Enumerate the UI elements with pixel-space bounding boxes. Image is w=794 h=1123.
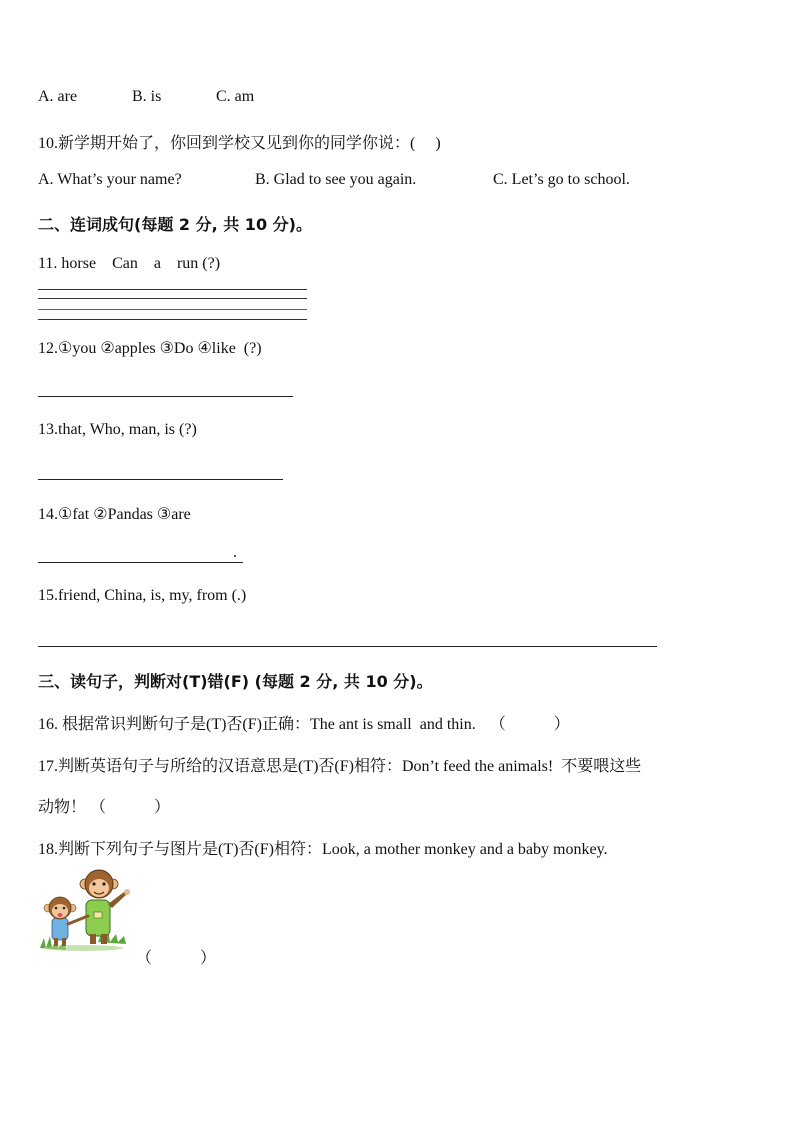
guide-line-base [38, 309, 307, 310]
guide-line-bottom [38, 319, 307, 320]
q9-options [38, 88, 254, 106]
q11-writing-lines[interactable] [38, 289, 307, 321]
q10-option-b[interactable]: B. Glad to see you again. [255, 171, 417, 188]
q17-text: 动物！ [38, 799, 87, 816]
q14-end-punctuation: . [233, 544, 237, 561]
q15-prompt: 15.friend, China, is, my, from (.) [38, 587, 247, 604]
q10-options [38, 171, 630, 189]
q13-prompt: 13.that, Who, man, is (?) [38, 421, 197, 438]
q9-option-b[interactable]: B. is [132, 88, 162, 105]
q18-prompt: 18.判断下列句子与图片是(T)否(F)相符：Look, a mother monkey and a baby monkey. [38, 841, 608, 858]
q10-stem: 10.新学期开始了，你回到学校又见到你的同学你说：( ) [38, 135, 441, 152]
q16-text: 16. 根据常识判断句子是(T)否(F)正确：The ant is small and thin. [38, 716, 476, 733]
q17-prompt-line-1: 17.判断英语句子与所给的汉语意思是(T)否(F)相符：Don’t feed the animals! 不要喂这些 [38, 758, 642, 775]
q16-answer-blank[interactable]: （ ） [489, 716, 570, 733]
q10-option-c[interactable]: C. Let’s go to school. [493, 171, 630, 188]
guide-line-top [38, 289, 307, 290]
q17-prompt-line-2 [38, 794, 170, 817]
section-2-heading: 二、连词成句(每题 2 分, 共 10 分)。 [38, 215, 312, 234]
q18-answer-blank[interactable]: （ ） [136, 950, 217, 967]
q16-prompt [38, 711, 570, 734]
q17-answer-blank[interactable]: （ ） [90, 799, 171, 816]
q13-answer-line[interactable] [38, 479, 283, 480]
q9-option-a[interactable]: A. are [38, 88, 78, 105]
section-3-heading: 三、读句子，判断对(T)错(F) (每题 2 分, 共 10 分)。 [38, 672, 433, 691]
q9-option-c[interactable]: C. am [216, 88, 255, 105]
q14-answer-line[interactable] [38, 562, 243, 563]
q10-option-a[interactable]: A. What’s your name? [38, 171, 182, 188]
q12-answer-line[interactable] [38, 396, 293, 397]
guide-line-upper [38, 298, 307, 299]
q14-prompt: 14.①fat ②Pandas ③are [38, 506, 191, 523]
monkeys-illustration-icon [38, 866, 138, 954]
q12-prompt: 12.①you ②apples ③Do ④like (?) [38, 340, 262, 357]
q15-answer-line[interactable] [38, 646, 657, 647]
q11-prompt: 11. horse Can a run (?) [38, 255, 221, 272]
